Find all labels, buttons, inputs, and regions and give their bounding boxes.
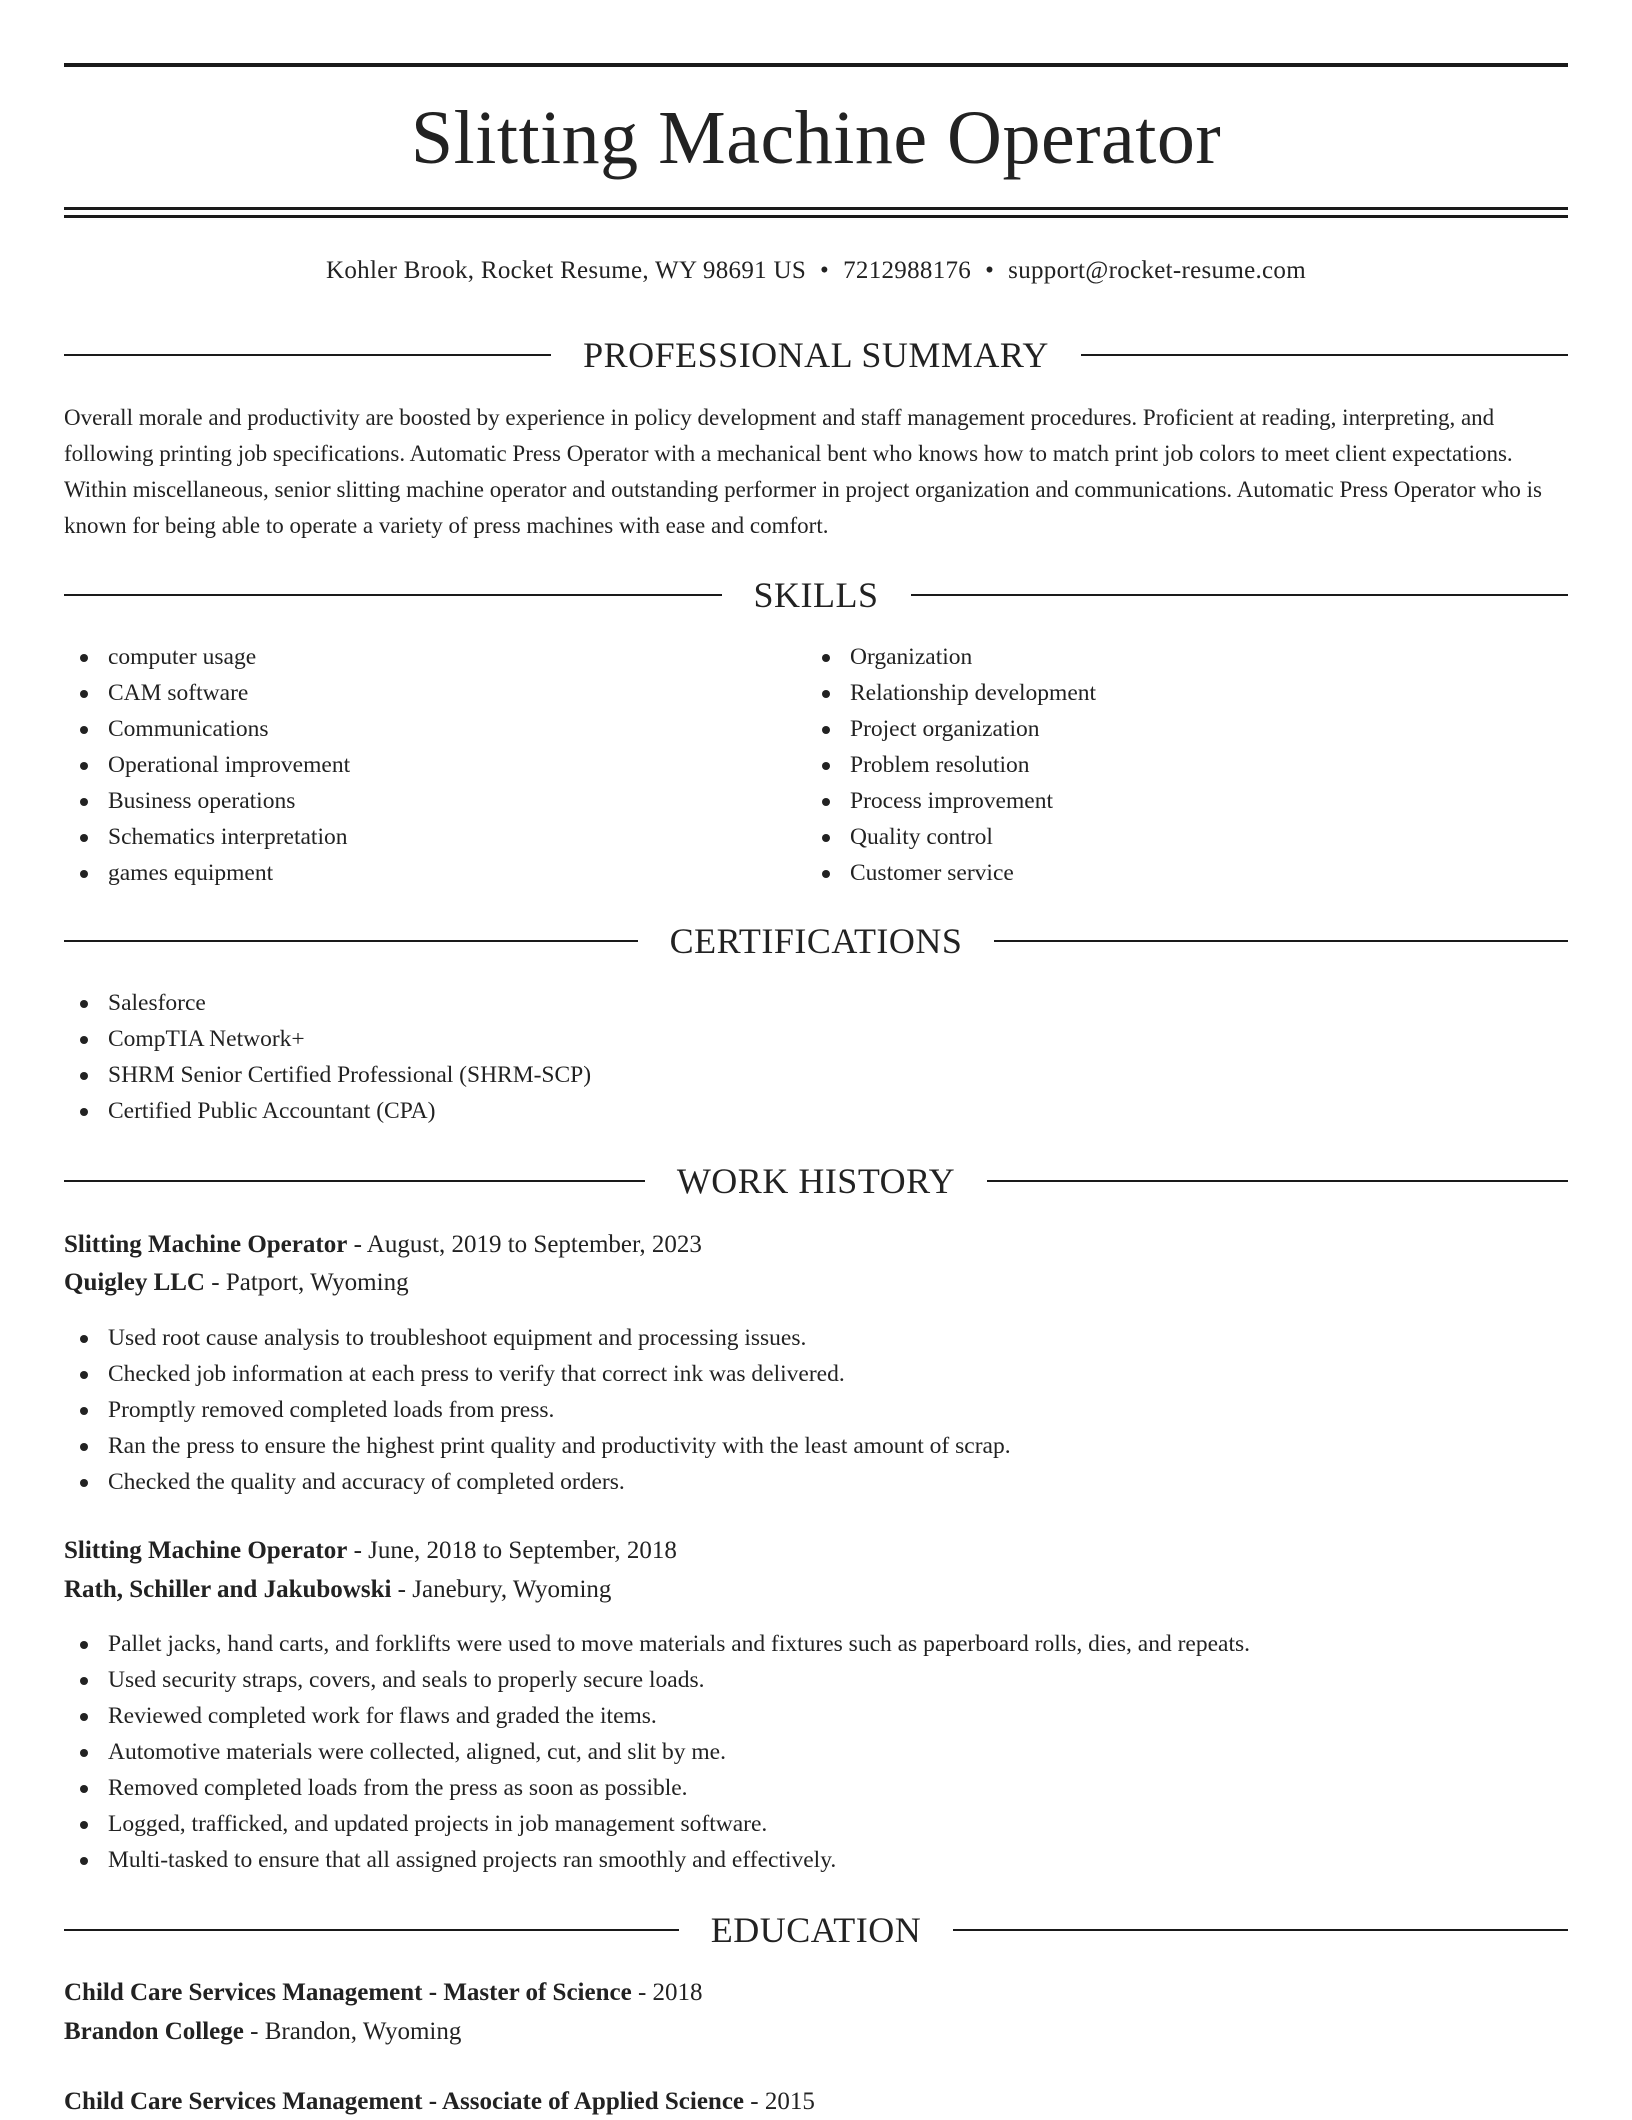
job-bullet: Checked job information at each press to verify that correct ink was delivered.	[64, 1356, 1011, 1392]
skill-item: Organization	[806, 639, 1096, 675]
heading-rule	[64, 940, 638, 942]
job-bullet: Used root cause analysis to troubleshoot equipment and processing issues.	[64, 1320, 1011, 1356]
job-location: - Patport, Wyoming	[205, 1269, 409, 1296]
job-location: - Janebury, Wyoming	[391, 1576, 612, 1603]
summary-text: Overall morale and productivity are boosted by experience in policy development and staff management procedures. Proficient at reading, interpreting, and following printing job specifications. Automatic Press Operator with a mechanical bent who knows how to match print job colors to meet client expectations. Within miscellaneous, senior slitting machine operator and outstanding performer in project organization and communications. Automatic Press Operator who is known for being able to operate a variety of press machines with ease and comfort.	[64, 405, 1542, 538]
contact-separator: •	[820, 257, 830, 284]
job-bullet: Used security straps, covers, and seals to properly secure loads.	[64, 1662, 1250, 1698]
skill-item: Quality control	[806, 819, 1096, 855]
section-title: SKILLS	[753, 575, 879, 615]
certifications-list	[64, 985, 591, 1129]
section-title: PROFESSIONAL SUMMARY	[583, 335, 1049, 375]
skill-item: computer usage	[64, 639, 350, 675]
skill-item: games equipment	[64, 855, 350, 891]
job-bullet: Logged, trafficked, and updated projects in job management software.	[64, 1806, 1250, 1842]
certification-item: CompTIA Network+	[64, 1021, 591, 1057]
title-rule-upper	[64, 207, 1568, 210]
contact-separator: •	[985, 257, 995, 284]
heading-rule	[987, 1180, 1568, 1182]
heading-rule	[953, 1929, 1568, 1931]
job-bullets	[64, 1320, 1011, 1500]
section-title: EDUCATION	[710, 1910, 922, 1950]
skill-item: CAM software	[64, 675, 350, 711]
job-bullet: Removed completed loads from the press as soon as possible.	[64, 1770, 1250, 1806]
contact-email: support@rocket-resume.com	[1008, 257, 1306, 284]
section-heading-education	[64, 1910, 1568, 1950]
top-rule	[64, 63, 1568, 67]
skill-item: Business operations	[64, 783, 350, 819]
job-bullet: Pallet jacks, hand carts, and forklifts were used to move materials and fixtures such as paperboard rolls, dies, and repeats.	[64, 1626, 1250, 1662]
skills-list-right	[806, 639, 1096, 891]
job-title: Slitting Machine Operator	[64, 1537, 348, 1564]
education-year: - 2018	[631, 1979, 703, 2006]
title-rule-lower	[64, 215, 1568, 218]
heading-rule	[1081, 354, 1568, 356]
heading-rule	[994, 940, 1568, 942]
job-bullet: Reviewed completed work for flaws and graded the items.	[64, 1698, 1250, 1734]
skills-list-left	[64, 639, 350, 891]
job-bullet: Checked the quality and accuracy of completed orders.	[64, 1464, 1011, 1500]
certification-item: Certified Public Accountant (CPA)	[64, 1093, 591, 1129]
job-title: Slitting Machine Operator	[64, 1231, 348, 1258]
education-degree-line	[64, 2084, 815, 2120]
job-title-line	[64, 1227, 702, 1263]
certification-item: Salesforce	[64, 985, 591, 1021]
job-company: Rath, Schiller and Jakubowski	[64, 1576, 392, 1603]
job-dates: - June, 2018 to September, 2018	[347, 1537, 677, 1564]
job-title-line	[64, 1533, 677, 1569]
skill-item: Process improvement	[806, 783, 1096, 819]
section-heading-certifications	[64, 921, 1568, 961]
skill-item: Operational improvement	[64, 747, 350, 783]
education-degree-line	[64, 1975, 703, 2011]
skill-item: Schematics interpretation	[64, 819, 350, 855]
certification-item: SHRM Senior Certified Professional (SHRM-SCP)	[64, 1057, 591, 1093]
education-year: - 2015	[744, 2088, 815, 2115]
heading-rule	[64, 1180, 645, 1182]
education-degree: Child Care Services Management - Associate of Applied Science	[64, 2088, 745, 2115]
page-title: Slitting Machine Operator	[410, 96, 1222, 180]
section-heading-summary	[64, 335, 1568, 375]
job-company-line	[64, 1265, 409, 1301]
job-bullet: Promptly removed completed loads from press.	[64, 1392, 1011, 1428]
heading-rule	[64, 1929, 679, 1931]
job-bullets	[64, 1626, 1250, 1878]
section-title: WORK HISTORY	[676, 1161, 956, 1201]
skill-item: Customer service	[806, 855, 1096, 891]
heading-rule	[911, 594, 1569, 596]
skill-item: Communications	[64, 711, 350, 747]
skill-item: Project organization	[806, 711, 1096, 747]
contact-address: Kohler Brook, Rocket Resume, WY 98691 US	[326, 257, 807, 284]
education-school-line	[64, 2014, 461, 2050]
skill-item: Relationship development	[806, 675, 1096, 711]
heading-rule	[64, 354, 551, 356]
job-company: Quigley LLC	[64, 1269, 205, 1296]
section-heading-work-history	[64, 1161, 1568, 1201]
heading-rule	[64, 594, 722, 596]
contact-phone: 7212988176	[843, 257, 972, 284]
section-title: CERTIFICATIONS	[669, 921, 963, 961]
contact-line	[0, 254, 1632, 288]
education-degree: Child Care Services Management - Master of Science	[64, 1979, 632, 2006]
job-bullet: Automotive materials were collected, aligned, cut, and slit by me.	[64, 1734, 1250, 1770]
skill-item: Problem resolution	[806, 747, 1096, 783]
education-school: Brandon College	[64, 2018, 244, 2045]
section-heading-skills	[64, 575, 1568, 615]
job-bullet: Ran the press to ensure the highest print quality and productivity with the least amount of scrap.	[64, 1428, 1011, 1464]
job-dates: - August, 2019 to September, 2023	[347, 1231, 702, 1258]
job-company-line	[64, 1572, 611, 1608]
job-bullet: Multi-tasked to ensure that all assigned projects ran smoothly and effectively.	[64, 1842, 1250, 1878]
education-location: - Brandon, Wyoming	[243, 2018, 462, 2045]
